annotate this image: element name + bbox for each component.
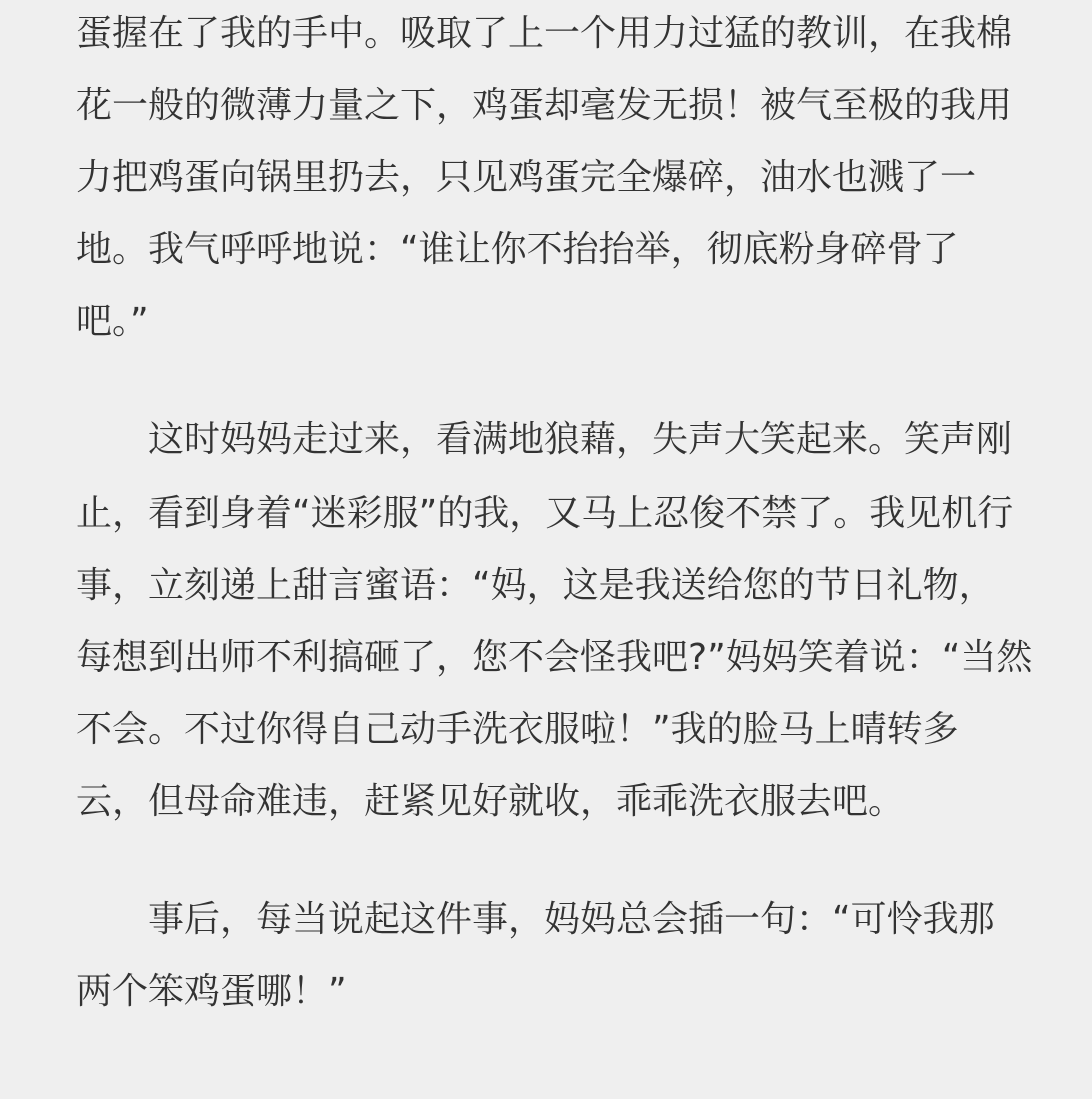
paragraph-2-line-3: 事，立刻递上甜言蜜语：“妈，这是我送给您的节日礼物， (76, 565, 995, 606)
paragraph-2-line-4: 每想到出师不利搞砸了，您不会怪我吧?”妈妈笑着说：“当然 (76, 637, 1033, 678)
paragraph-2-line-5: 不会。不过你得自己动手洗衣服啦！”我的脸马上晴转多 (76, 709, 959, 750)
paragraph-1-line-4: 地。我气呼呼地说：“谁让你不抬抬举，彻底粉身碎骨了 (76, 229, 959, 270)
paragraph-2-line-2: 止，看到身着“迷彩服”的我，又马上忍俊不禁了。我见机行 (76, 493, 1014, 534)
paragraph-3-line-2: 两个笨鸡蛋哪！” (76, 971, 347, 1012)
paragraph-2-line-1: 这时妈妈走过来，看满地狼藉，失声大笑起来。笑声刚 (76, 419, 1013, 460)
paragraph-1-line-1: 蛋握在了我的手中。吸取了上一个用力过猛的教训，在我棉 (76, 13, 1013, 54)
paragraph-2-line-6: 云，但母命难违，赶紧见好就收，乖乖洗衣服去吧。 (76, 781, 905, 822)
paragraph-1-line-2: 花一般的微薄力量之下，鸡蛋却毫发无损！被气至极的我用 (76, 85, 1013, 126)
paragraph-1-line-3: 力把鸡蛋向锅里扔去，只见鸡蛋完全爆碎，油水也溅了一 (76, 157, 977, 198)
paragraph-3-line-1: 事后，每当说起这件事，妈妈总会插一句：“可怜我那 (76, 899, 995, 940)
paragraph-1-line-5: 吧。” (76, 301, 149, 342)
